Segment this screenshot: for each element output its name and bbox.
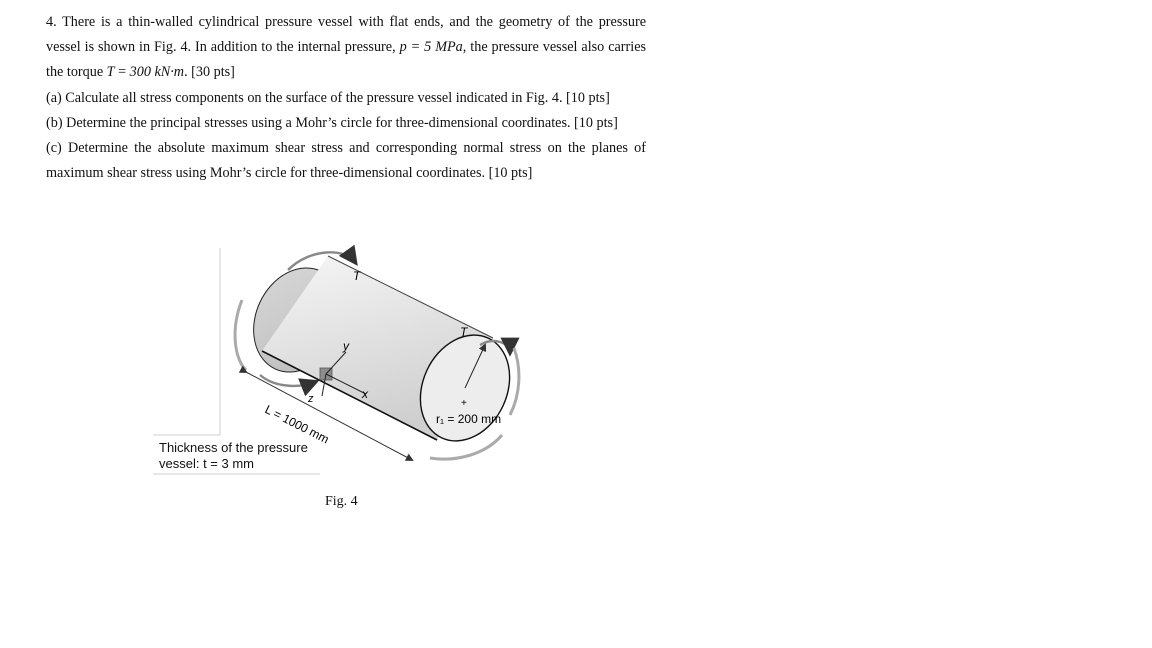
thickness-line-1: Thickness of the pressure: [159, 440, 308, 455]
figure-4: [150, 240, 550, 520]
torque-label-left: T: [353, 269, 361, 283]
center-mark: +: [461, 398, 467, 409]
torque-label-right: T: [460, 325, 468, 339]
x-axis-label: x: [362, 387, 368, 401]
z-axis-label: z: [308, 393, 314, 405]
part-a: (a) Calculate all stress components on the surface of the pressure vessel indicated in Fig. 4. [10 pts]: [46, 89, 610, 106]
problem-points: [30 pts]: [191, 64, 235, 81]
thickness-note: [159, 440, 308, 472]
part-c: (c) Determine the absolute maximum shear stress and corresponding normal stress on the planes of maximum shear stress using Mohr’s circle for three-dimensional coordinates. [10 pts]: [46, 140, 646, 182]
part-b: (b) Determine the principal stresses using a Mohr’s circle for three-dimensional coordinates. [10 pts]: [46, 114, 618, 131]
length-label: L = 1000 mm: [262, 402, 332, 447]
problem-text: [46, 10, 646, 186]
note-bracket: [153, 248, 220, 435]
figure-caption: Fig. 4: [325, 494, 358, 509]
thickness-line-2: vessel: t = 3 mm: [159, 456, 254, 471]
radius-label: r₁ = 200 mm: [436, 412, 502, 426]
torque-arc-right: [510, 348, 519, 415]
cylinder-diagram: [150, 240, 550, 520]
torque-arc-left: [235, 300, 246, 370]
problem-intro: 4. There is a thin-walled cylindrical pressure vessel with flat ends, and the geometry of the pressure vessel is shown in Fig. 4. In addition to the internal pressure, p = 5 MPa, the pressure vessel also carries the torque T = 300 kN·m. [30 pts]: [46, 14, 647, 81]
y-axis-label: y: [343, 339, 349, 353]
